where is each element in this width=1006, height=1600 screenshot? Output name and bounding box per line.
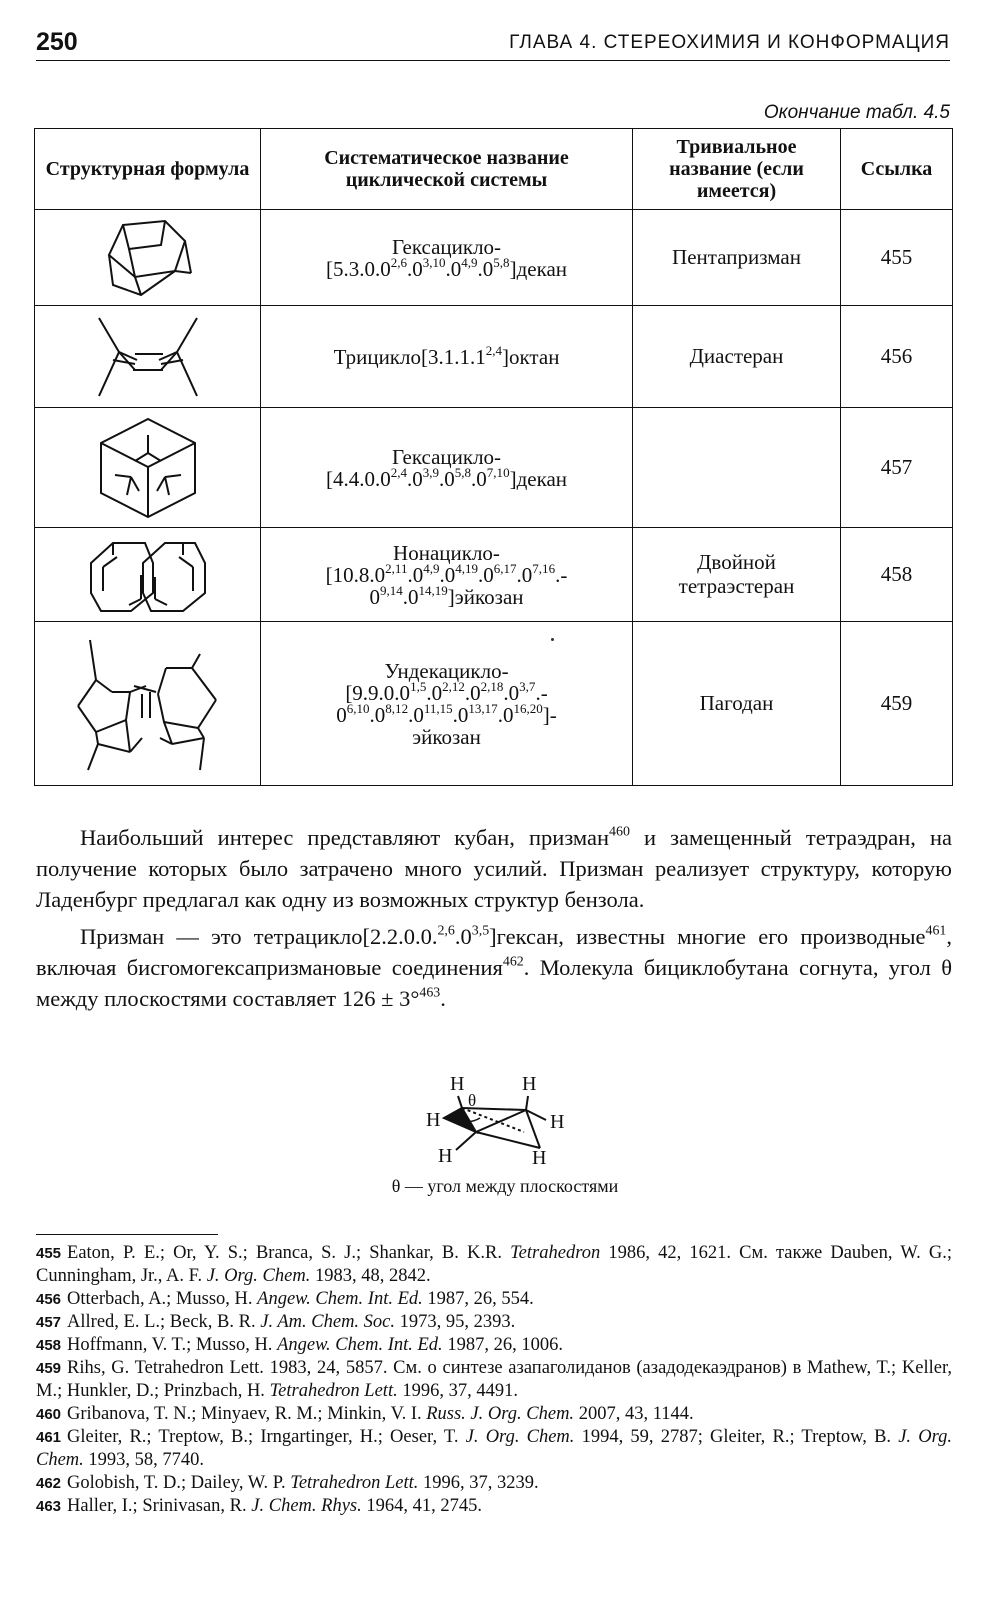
paragraph: Призман — это тетрацикло[2.2.0.0.$^{2,6}$.0$^{3,5}$]гексан, известны многие его производные$^{461}$, включая бисгомогексапризмановые соединения$^{462}$. Молекула бициклобутана согнута, угол θ между плоскостями составляет 126 ± 3°$^{463}$. (36, 923, 953, 1011)
footnote-item (36, 1311, 952, 1334)
footnote-text: Gleiter, R.; Treptow, B.; Irngartinger, H.; Oeser, T. J. Org. Chem. 1994, 59, 2787; Gleiter, R.; Treptow, B. J. Org. Chem. 1993, 58, 7740. (36, 1427, 952, 1470)
trivial-name: Пагодан (633, 622, 841, 786)
systematic-name (261, 408, 633, 528)
reference-number: 457 (841, 408, 953, 528)
systematic-name-text: Гексацикло- [5.3.0.0$^{2,6}$.0$^{3,10}$.0$^{4,9}$.0$^{5,8}$]декан (325, 234, 568, 281)
print-speck (551, 638, 554, 641)
atom-label-h: H (522, 1073, 537, 1095)
reference-number: 458 (841, 528, 953, 622)
table-caption: Окончание табл. 4.5 (763, 102, 950, 123)
footnotes-list (36, 1242, 952, 1518)
bicyclobutane-structure-icon (400, 1072, 610, 1172)
diasterane-structure-icon (93, 312, 203, 402)
footnote-item (36, 1242, 952, 1288)
table-row (35, 408, 953, 528)
footnote-item (36, 1495, 952, 1518)
table-row (35, 210, 953, 306)
footnote-item (36, 1357, 952, 1403)
angle-label: θ (468, 1091, 477, 1110)
trivial-name: Пентапризман (633, 210, 841, 306)
table-header-row (35, 129, 953, 210)
footnote-number: 457 (36, 1314, 62, 1331)
pagodane-structure-icon (68, 634, 228, 774)
paragraph: Наибольший интерес представляют кубан, призман$^{460}$ и замещенный тетраэдран, на получение которых было затрачено много усилий. Призман реализует структуру, которую Ладенбург предлагал как одну из возможных структур бензола. (36, 824, 952, 912)
systematic-name-text: Ундекацикло- [9.9.0.0$^{1,5}$.0$^{2,12}$.0$^{2,18}$.0$^{3,7}$.- 0$^{6,10}$.0$^{8,12}$.0$^{11,15}$.0$^{13,17}$.0$^{16,20}$]- эйкозан (336, 658, 557, 749)
column-header-formula: Структурная формула (35, 129, 261, 210)
systematic-name (261, 528, 633, 622)
footnote-number: 456 (36, 1291, 62, 1308)
reference-number: 459 (841, 622, 953, 786)
atom-label-h: H (532, 1147, 547, 1169)
trivial-name-text: Двойной тетраэстеран (678, 550, 795, 598)
systematic-name (261, 210, 633, 306)
footnote-number: 458 (36, 1337, 62, 1354)
table-row (35, 622, 953, 786)
footnote-divider (36, 1234, 218, 1235)
footnote-text: Hoffmann, V. T.; Musso, H. Angew. Chem. Int. Ed. 1987, 26, 1006. (67, 1335, 563, 1355)
atom-label-h: H (550, 1111, 565, 1133)
footnote-item (36, 1288, 952, 1311)
trivial-name (633, 408, 841, 528)
structure-cell (35, 210, 261, 306)
figure-caption: θ — угол между плоскостями (391, 1176, 619, 1196)
systematic-name-text: Гексацикло- [4.4.0.0$^{2,4}$.0$^{3,9}$.0$^{5,8}$.0$^{7,10}$]декан (325, 444, 568, 491)
column-header-systematic-name: Систематическое название циклической системы (261, 129, 633, 210)
table-row (35, 306, 953, 408)
systematic-name (261, 622, 633, 786)
atom-label-h: H (426, 1109, 441, 1131)
footnote-number: 460 (36, 1406, 62, 1423)
trivial-name (633, 528, 841, 622)
footnote-text: Eaton, P. E.; Or, Y. S.; Branca, S. J.; Shankar, B. K.R. Tetrahedron 1986, 42, 1621. См. также Dauben, W. G.; Cunningham, Jr., A. F. J. Org. Chem. 1983, 48, 2842. (36, 1243, 952, 1286)
footnote-number: 459 (36, 1360, 62, 1377)
structure-cell (35, 528, 261, 622)
bicyclobutane-figure (400, 1072, 610, 1172)
footnote-text: Golobish, T. D.; Dailey, W. P. Tetrahedron Lett. 1996, 37, 3239. (67, 1473, 539, 1493)
atom-label-h: H (438, 1145, 453, 1167)
atom-label-h: H (450, 1073, 465, 1095)
structure-cell (35, 408, 261, 528)
footnote-number: 463 (36, 1498, 62, 1515)
trivial-name: Диастеран (633, 306, 841, 408)
systematic-name-text: Трицикло[3.1.1.1$^{2,4}$]октан (333, 342, 560, 369)
footnote-number: 462 (36, 1475, 62, 1492)
systematic-name-text: Нонацикло- [10.8.0$^{2,11}$.0$^{4,9}$.0$^{4,19}$.0$^{6,17}$.0$^{7,16}$.- 0$^{9,14}$.0$^{14,19}$]эйкозан (325, 540, 568, 609)
footnote-text: Rihs, G. Tetrahedron Lett. 1983, 24, 5857. См. о синтезе азапаголиданов (азадодекаэдранов) в Mathew, T.; Keller, M.; Hunkler, D.; Prinzbach, H. Tetrahedron Lett. 1996, 37, 4491. (36, 1358, 952, 1401)
page-number: 250 (36, 28, 78, 56)
pentaprismane-structure-icon (93, 215, 203, 301)
footnote-text: Gribanova, T. N.; Minyaev, R. M.; Minkin, V. I. Russ. J. Org. Chem. 2007, 43, 1144. (67, 1404, 694, 1424)
footnote-item (36, 1334, 952, 1357)
footnote-text: Otterbach, A.; Musso, H. Angew. Chem. Int. Ed. 1987, 26, 554. (67, 1289, 534, 1309)
footnote-number: 455 (36, 1245, 62, 1262)
page-header (36, 22, 950, 61)
footnote-item (36, 1426, 952, 1472)
structure-cell (35, 306, 261, 408)
footnote-text: Haller, I.; Srinivasan, R. J. Chem. Rhys. 1964, 41, 2745. (67, 1496, 482, 1516)
reference-number: 456 (841, 306, 953, 408)
footnote-number: 461 (36, 1429, 62, 1446)
table-row (35, 528, 953, 622)
running-title: ГЛАВА 4. СТЕРЕОХИМИЯ И КОНФОРМАЦИЯ (509, 32, 950, 53)
double-tetraasterane-structure-icon (83, 533, 213, 617)
reference-number: 455 (841, 210, 953, 306)
column-header-trivial-name: Тривиальное название (если имеется) (633, 129, 841, 210)
footnote-item (36, 1403, 952, 1426)
body-text (36, 822, 952, 1014)
structures-table (34, 128, 953, 786)
column-header-reference: Ссылка (841, 129, 953, 210)
structure-cell (35, 622, 261, 786)
footnote-item (36, 1472, 952, 1495)
hexacyclodecane-structure-icon (93, 415, 203, 521)
systematic-name (261, 306, 633, 408)
footnote-text: Allred, E. L.; Beck, B. R. J. Am. Chem. Soc. 1973, 95, 2393. (67, 1312, 516, 1332)
